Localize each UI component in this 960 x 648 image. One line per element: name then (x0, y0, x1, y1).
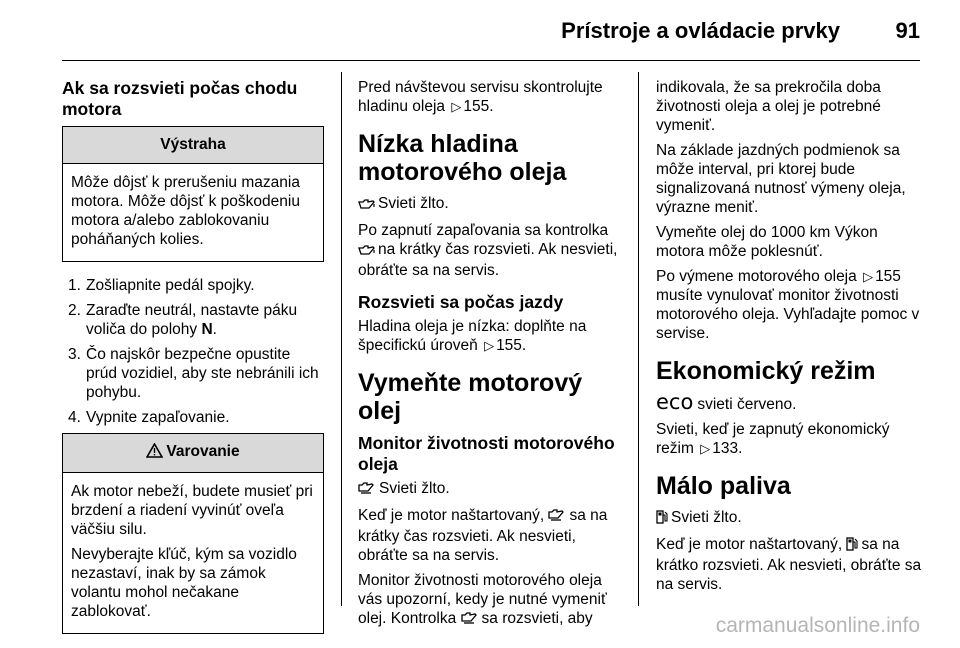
while-driving-text: Hladina oleja je nízka: doplňte na špecifickú úroveň ▷ 155. (358, 318, 587, 354)
page-ref-arrow-icon: ▷ (863, 269, 874, 284)
fuel-pump-icon (846, 537, 858, 556)
oil-text-2: Na základe jazdných podmienok sa môže interval, pri ktorej bude signalizovaná nutnosť výmeny oleja, výrazne meniť. (656, 142, 906, 216)
low-oil-status: Svieti žlto. (358, 194, 626, 215)
list-item: 2. Zaraďte neutrál, nastavte páku voliča do polohy N. (68, 302, 298, 338)
header-title: Prístroje a ovládacie prvky (561, 18, 840, 43)
oil-change-icon (548, 508, 566, 527)
column-2 (358, 78, 626, 636)
heading-oil-life-monitor: Monitor životnosti motorového oleja (358, 433, 615, 474)
page-ref-arrow-icon: ▷ (700, 441, 711, 456)
warning-box (62, 433, 324, 634)
list-item: 3. Čo najskôr bezpečne opustite prúd vozidiel, aby ste nebránili ich pohybu. (68, 346, 319, 401)
monitor-text-1: Keď je motor naštartovaný, sa na krátky čas rozsvieti. Ak nesvieti, obráťte sa na servis. (358, 507, 608, 564)
list-item: 4. Vypnite zapaľovanie. (68, 409, 230, 426)
oil-change-icon (461, 611, 479, 630)
heading-eco-mode: Ekonomický režim (656, 357, 876, 385)
fuel-text: Keď je motor naštartovaný, sa na krátko rozsvieti. Ak nesvieti, obráťte sa na servis. (656, 536, 922, 593)
watermark: carmanualsonline.info (715, 614, 920, 637)
caution-text: Môže dôjsť k prerušeniu mazania motora. Môže dôjsť k poškodeniu motora a/alebo zablokovaniu poháňaných kolies. (71, 174, 300, 248)
oil-text-3: Vymeňte olej do 1000 km Výkon motora môže poklesnúť. (656, 224, 878, 260)
low-oil-text: Po zapnutí zapaľovania sa kontrolka na krátky čas rozsvieti. Ak nesvieti, obráťte sa na servis. (358, 222, 618, 279)
warning-text-1: Ak motor nebeží, budete musieť pri brzdení a riadení vyvinúť oveľa väčšiu silu. (71, 483, 313, 538)
heading-low-fuel: Málo paliva (656, 472, 791, 500)
section-heading-engine-running: Ak sa rozsvieti počas chodu motora (62, 78, 298, 119)
caution-box (62, 126, 324, 262)
oil-can-icon (358, 196, 375, 215)
heading-change-oil: Vymeňte motorový olej (358, 369, 583, 425)
monitor-text-2: Monitor životnosti motorového oleja vás upozorní, kedy je nutné vymeniť olej. Kontrolka sa rozsvieti, aby (358, 571, 626, 630)
column-3 (656, 78, 922, 600)
column-divider-2 (638, 72, 639, 606)
monitor-status: Svieti žlto. (358, 479, 626, 500)
warning-title: Varovanie (63, 434, 323, 473)
column-1 (62, 78, 324, 648)
eco-status: eco svieti červeno. (656, 390, 797, 414)
column-divider-1 (341, 72, 342, 606)
heading-low-oil: Nízka hladina motorového oleja (358, 130, 567, 186)
header-rule (62, 60, 920, 61)
oil-change-icon (358, 481, 376, 500)
warning-text-2: Nevyberajte kľúč, kým sa vozidlo nezastaví, inak by sa zámok volantu mohol nečakane zablokovať. (71, 546, 297, 620)
page-ref-arrow-icon: ▷ (451, 99, 462, 114)
heading-while-driving: Rozsvieti sa počas jazdy (358, 292, 564, 312)
page-number: 91 (895, 18, 920, 43)
caution-title: Výstraha (63, 127, 323, 164)
list-item: 1. Zošliapnite pedál spojky. (68, 277, 255, 294)
oil-text-1: indikovala, že sa prekročila doba životnosti oleja a olej je potrebné vymeniť. (656, 79, 881, 134)
fuel-pump-icon (656, 510, 668, 529)
fuel-status: Svieti žlto. (656, 508, 922, 529)
intro-text: Pred návštevou servisu skontrolujte hladinu oleja ▷ 155. (358, 79, 603, 115)
eco-icon: eco (656, 390, 694, 414)
oil-text-4: Po výmene motorového oleja ▷ 155 musíte vynulovať monitor životnosti motorového oleja. Vyhľadajte pomoc v servise. (656, 268, 920, 342)
eco-text: Svieti, keď je zapnutý ekonomický režim ▷ 133. (656, 421, 890, 457)
oil-can-icon (358, 242, 375, 261)
steps-list (62, 276, 324, 427)
page-ref-arrow-icon: ▷ (484, 338, 495, 353)
warning-triangle-icon (146, 443, 163, 463)
